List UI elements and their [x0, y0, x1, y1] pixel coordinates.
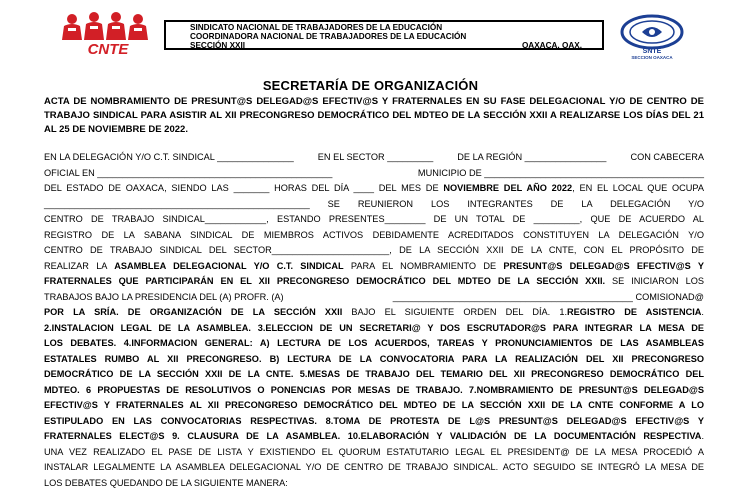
- body-line-10: [44, 290, 704, 306]
- field-sector: EN EL SECTOR _________: [318, 150, 433, 166]
- act-intro-paragraph: ACTA DE NOMBRAMIENTO DE PRESUNT@S DELEGAD@S EFECTIV@S Y FRATERNALES EN SU FASE DELEGACIONAL Y/O DE CENTRO DE TRABAJO SINDICAL PARA ASISTIR AL XII PRECONGRESO DEMOCRÁTICO DEL MDTEO DE LA SECCIÓN XXII A REALIZARSE LOS DÍAS DEL 21 AL 25 DE NOVIEMBRE DE 2022.: [44, 95, 704, 137]
- body-line-5: CENTRO DE TRABAJO SINDICAL____________, ESTANDO PRESENTES________ DE UN TOTAL DE _________, QUE DE ACUERDO AL: [44, 212, 704, 228]
- body-line-1: [44, 150, 704, 166]
- body-line-4: ____________________________________________________ SE REUNIERON LOS INTEGRANTES DE LA DELEGACIÓN Y/O: [44, 197, 704, 213]
- union-header-box: [164, 20, 604, 50]
- body-line-8: REALIZAR LA ASAMBLEA DELEGACIONAL Y/O C.T. SINDICAL PARA EL NOMBRAMIENTO DE PRESUNT@S DELEGAD@S EFECTIV@S Y: [44, 259, 704, 275]
- header-line-1: SINDICATO NACIONAL DE TRABAJADORES DE LA EDUCACIÓN: [190, 23, 596, 32]
- date-month-year: NOVIEMBRE DEL AÑO 2022: [443, 183, 572, 193]
- cnte-logo-text: CNTE: [88, 41, 130, 56]
- body-line-15: DEMOCRÁTICO DE LA SECCIÓN XXII DE LA CNTE. 5.MESAS DE TRABAJO DEL TEMARIO DEL XII PRECONGRESO DEMOCRÁTICO DEL: [44, 367, 704, 383]
- body-line-17: EFECTIV@S Y FRATERNALES AL XII PRECONGRESO DEMOCRÁTICO DEL MDTEO DE LA SECCIÓN XXII DE LA CNTE CONFORME A LO: [44, 398, 704, 414]
- label-cabecera: CON CABECERA: [630, 150, 704, 166]
- field-president: TRABAJOS BAJO LA PRESIDENCIA DEL (A) PROFR. (A): [44, 290, 284, 306]
- body-line-21: INSTALAR LEGALMENTE LA ASAMBLEA DELEGACIONAL Y/O DE CENTRO DE TRABAJO SINDICAL. ACTO SEGUIDO SE INTEGRÓ LA MESA DE: [44, 460, 704, 476]
- body-line-14: ESTATALES RUMBO AL XII PRECONGRESO. B) LECTURA DE LA CONVOCATORIA PARA LA REALIZACIÓN DEL XII PRECONGRESO: [44, 352, 704, 368]
- body-line-9: FRATERNALES QUE PARTICIPARÁN EN EL XII PRECONGRESO DEMOCRÁTICO DEL MDTEO DE LA SECCIÓN XXII. SE INICIARON LOS: [44, 274, 704, 290]
- body-line-12: 2.INSTALACION LEGAL DE LA ASAMBLEA. 3.ELECCION DE UN SECRETARI@ Y DOS ESCRUTADOR@S PARA INTEGRAR LA MESA DE: [44, 321, 704, 337]
- body-line-11: POR LA SRÍA. DE ORGANIZACIÓN DE LA SECCIÓN XXII BAJO EL SIGUIENTE ORDEN DEL DÍA. 1.REGISTRO DE ASISTENCIA.: [44, 305, 704, 321]
- cnte-logo: [58, 10, 158, 56]
- body-line-22: LOS DEBATES QUEDANDO DE LA SIGUIENTE MANERA:: [44, 476, 704, 491]
- field-region: DE LA REGIÓN ________________: [457, 150, 606, 166]
- snte-logo-subtext: SECCION OAXACA: [631, 55, 673, 60]
- body-line-20: UNA VEZ REALIZADO EL PASE DE LISTA Y EXISTIENDO EL QUORUM ESTATUTARIO LEGAL EL PRESIDENT@ DE LA MESA PROCEDIÓ A: [44, 445, 704, 461]
- header-line-2: COORDINADORA NACIONAL DE TRABAJADORES DE LA EDUCACIÓN: [190, 32, 596, 41]
- act-body: [44, 150, 704, 491]
- section-label: SECCIÓN XXII: [190, 41, 245, 50]
- field-commissioned: _______________________________________________ COMISIONAD@: [393, 290, 704, 306]
- body-line-13: LOS DEBATES. 4.INFORMACION GENERAL: A) LECTURA DE LOS ACUERDOS, TAREAS Y PRONUNCIAMIENTOS DE LAS ASAMBLEAS: [44, 336, 704, 352]
- city-label: OAXACA, OAX.: [522, 41, 582, 50]
- body-line-18: ESTIPULADO EN LAS CONVOCATORIAS RESPECTIVAS. 8.TOMA DE PROTESTA DE L@S PRESUNT@S DELEGAD@S EFECTIV@S Y: [44, 414, 704, 430]
- field-delegation: EN LA DELEGACIÓN Y/O C.T. SINDICAL _______________: [44, 150, 294, 166]
- body-line-6: REGISTRO DE LA SABANA SINDICAL DE MIEMBROS ACTIVOS DEBIDAMENTE ACREDITADOS CONSTITUYEN LA DELEGACIÓN Y/O: [44, 228, 704, 244]
- letterhead: [0, 0, 741, 62]
- body-line-7: CENTRO DE TRABAJO SINDICAL DEL SECTOR_______________________, DE LA SECCIÓN XXII DE LA CNTE, CON EL PROPÓSITO DE: [44, 243, 704, 259]
- field-municipality: MUNICIPIO DE ___________________________________________: [418, 166, 704, 182]
- body-line-3: DEL ESTADO DE OAXACA, SIENDO LAS _______ HORAS DEL DÍA ____ DEL MES DE NOVIEMBRE DEL AÑO 2022, EN EL LOCAL QUE OCUPA: [44, 181, 704, 197]
- body-line-19: FRATERNALES ELECT@S 9. CLAUSURA DE LA ASAMBLEA. 10.ELABORACIÓN Y VALIDACIÓN DE LA DOCUMENTACIÓN RESPECTIVA.: [44, 429, 704, 445]
- header-line-3: [190, 41, 596, 50]
- field-official: OFICIAL EN ______________________________________________: [44, 166, 332, 182]
- snte-seal-logo: [616, 14, 688, 60]
- body-line-2: [44, 166, 704, 182]
- body-line-16: MDTEO. 6 PROPUESTAS DE RESOLUTIVOS O PONENCIAS POR MESAS DE TRABAJO. 7.NOMBRAMIENTO DE PRESUNT@S DELEGAD@S: [44, 383, 704, 399]
- document-title: SECRETARÍA DE ORGANIZACIÓN: [0, 78, 741, 93]
- snte-logo-text: SNTE: [643, 48, 662, 55]
